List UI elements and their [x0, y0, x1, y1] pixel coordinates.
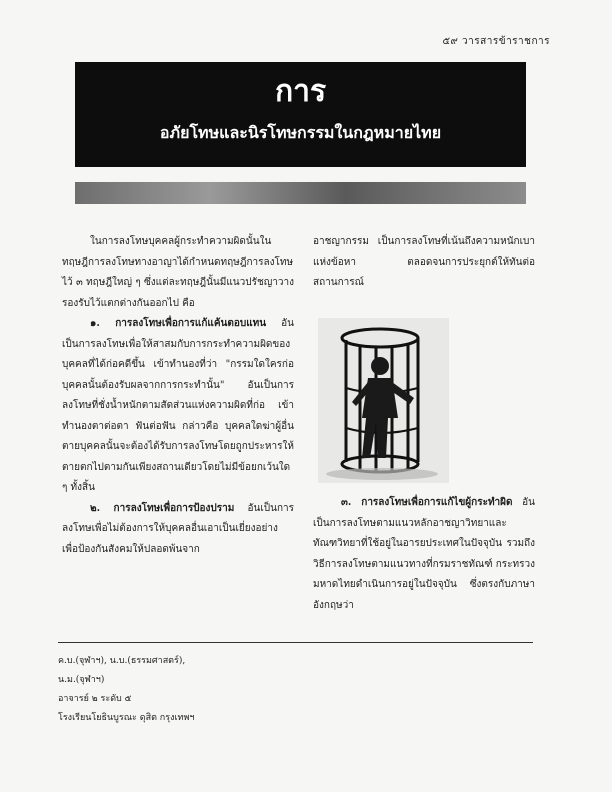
paragraph-retribution [62, 314, 294, 499]
ground-shadow [326, 468, 438, 480]
title-banner [75, 62, 526, 167]
right-column-bottom [313, 493, 535, 616]
paragraph-continued: อาชญากรรม เป็นการลงโทษที่เน้นถึงความหนักเบาแห่งข้อหา ตลอดจนการประยุกต์ให้ทันต่อสถานการณ์ [313, 236, 535, 288]
footnote-line: น.ม.(จุฬาฯ) [58, 675, 105, 685]
article-subtitle: อภัยโทษและนิรโทษกรรมในกฎหมายไทย [159, 123, 442, 142]
decorative-stripe [75, 182, 526, 204]
prisoner-in-cage-illustration [318, 318, 449, 483]
deterrence-heading: ๒. การลงโทษเพื่อการป้องปราม [90, 502, 235, 514]
paragraph-rehabilitation [313, 493, 535, 616]
deterrence-body: อันเป็นการลงโทษเพื่อไม่ต้องการให้บุคคลอื่นเอาเป็นเยี่ยงอย่าง เพื่อป้องกันสังคมให้ปลอดพ้นจาก [62, 502, 294, 555]
left-column [62, 232, 294, 560]
rehabilitation-heading: ๓. การลงโทษเพื่อการแก้ไขผู้กระทำผิด [341, 497, 513, 508]
author-footnotes [58, 652, 358, 728]
running-header: ๕๙ วารสารข้าราชการ [442, 36, 550, 47]
footnote-line: ค.บ.(จุฬาฯ), น.บ.(ธรรมศาสตร์), [58, 656, 186, 666]
paragraph-deterrence [62, 499, 294, 561]
footnote-divider [58, 642, 533, 643]
paragraph-intro: ในการลงโทษบุคคลผู้กระทำความผิดนั้นในทฤษฎีการลงโทษทางอาญาได้กำหนดทฤษฎีการลงโทษไว้ ๓ ทฤษฎีใหญ่ ๆ ซึ่งแต่ละทฤษฎีนั้นมีแนวปรัชญาวางรองรับไว้แตกต่างกันออกไป คือ [62, 236, 294, 309]
right-column-top [313, 232, 535, 294]
footnote-line: อาจารย์ ๒ ระดับ ๕ [58, 694, 132, 704]
rehabilitation-body: อันเป็นการลงโทษตามแนวหลักอาชญาวิทยาและทัณฑวิทยาที่ใช้อยู่ในอารยประเทศในปัจจุบัน รวมถึงวิธีการลงโทษตามแนวทางที่กรมราชทัณฑ์ กระทรวงมหาดไทยดำเนินการอยู่ในปัจจุบัน ซึ่งตรงกับภาษาอังกฤษว่า [313, 497, 536, 611]
footnote-line: โรงเรียนโยธินบูรณะ ดุสิต กรุงเทพฯ [58, 713, 195, 723]
article-title: การ [274, 74, 327, 109]
retribution-body: อันเป็นการลงโทษเพื่อให้สาสมกับการกระทำความผิดของบุคคลที่ได้ก่อคดีขึ้น เข้าทำนองที่ว่า "กรรมใดใครก่อบุคคลนั้นต้องรับผลจากการกระทำนั้น" อันเป็นการลงโทษที่ชั่งน้ำหนักตามสัดส่วนแห่งความผิดที่ก่อ เข้าทำนองตาต่อตา ฟันต่อฟัน กล่าวคือ บุคคลใดฆ่าผู้อื่นตายบุคคลนั้นจะต้องได้รับการลงโทษโดยถูกประหารให้ตายตกไปตามกันเพียงสถานเดียวโดยไม่มีข้อยกเว้นใด ๆ ทั้งสิ้น [62, 318, 294, 493]
retribution-heading: ๑. การลงโทษเพื่อการแก้แค้นตอบแทน [90, 318, 267, 329]
